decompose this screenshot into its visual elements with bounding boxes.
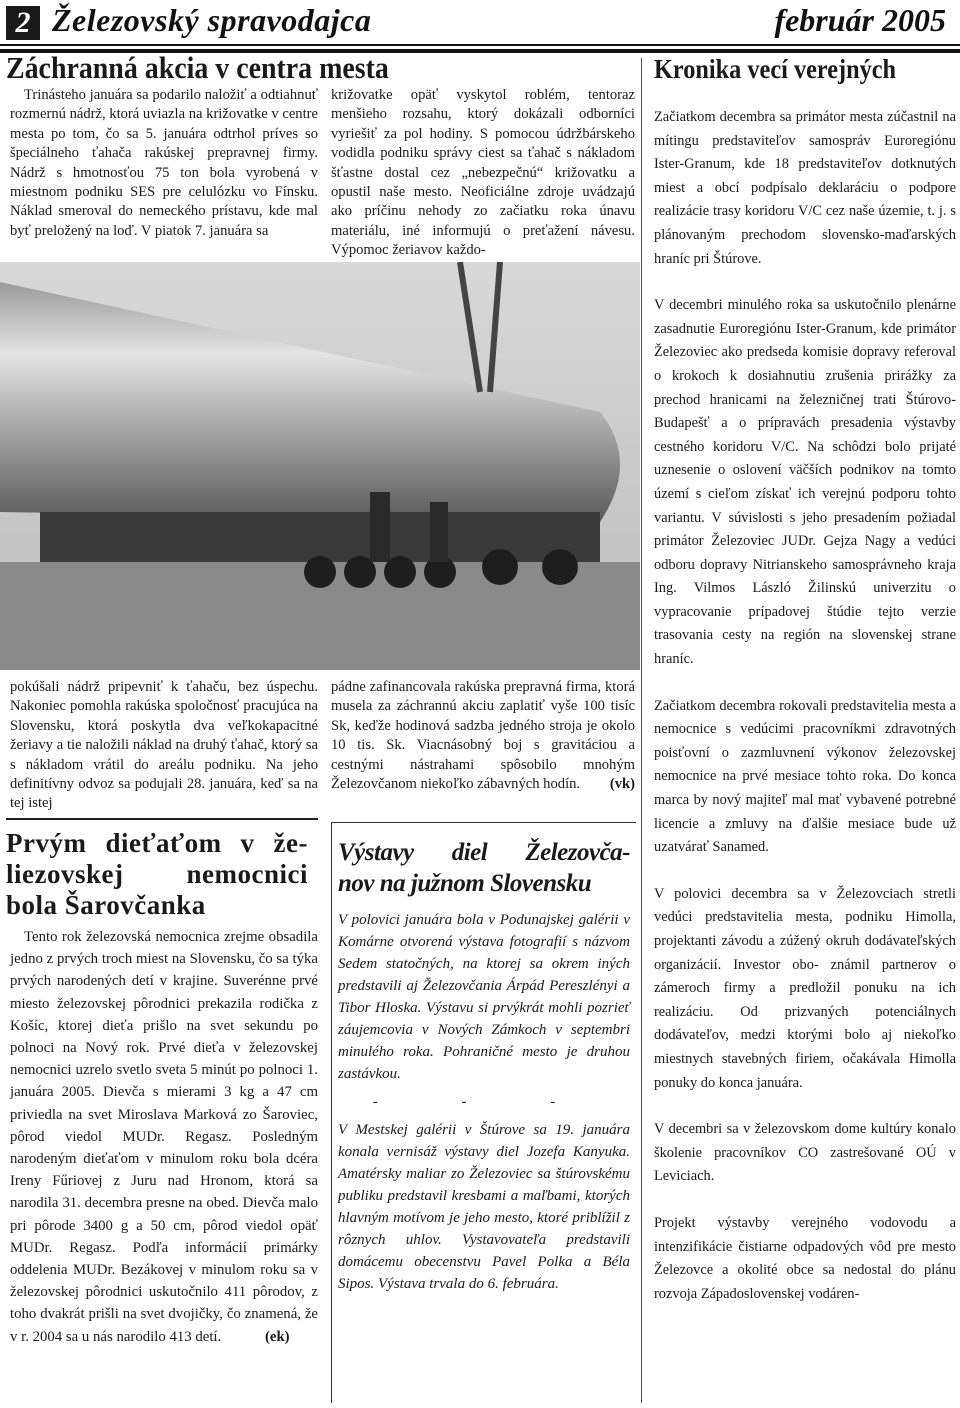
paragraph: Začiatkom decembra rokovali predstavitelia mesta a nemocnice s vedúcimi pracovníkmi zdravotných poisťovní o zazmluvnení výkonov železovskej nemocnice na prvé mesiace tohto roka. Do konca marca by nový majiteľ mal mať vybavené potrebné licencie a zmluvy na ďalšie mesiace bude už uzatvárať Sanamed. bbox=[654, 697, 956, 856]
paragraph: V decembri sa v železovskom dome kultúry konalo školenie pracovníkov CO zastrešované OÚ v Leviciach. bbox=[654, 1121, 956, 1185]
paragraph: pokúšali nádrž pripevniť k ťahaču, bez úspechu. Nakoniec pomohla rakúska spoločnosť pracujúca na Slovensku, ktorá poskytla dva veľkokapacitné žeriavy a tie naložili náklad na druhý ťahač, ktorý sa s nákladom vrátil do areálu podniku. Na jeho definitívny odvoz sa podujali 28. januára, keď sa na tej istej bbox=[10, 679, 318, 812]
title-line: nov na južnom Slovensku bbox=[338, 870, 592, 897]
title-line: Výstavy diel Železovča- bbox=[338, 839, 630, 866]
paragraph: Začiatkom decembra sa primátor mesta zúčastnil na mítingu predstaviteľov samospráv Euroregiónu Ister-Granum, kde 18 predstaviteľov dotknutých miest a obcí podpísalo deklaráciu o podpore realizácie trasy koridoru V/C cez naše územie, t. j. s plánovaným prechodom slovensko-maďarských hraníc pri Štúrove. bbox=[654, 109, 956, 267]
article-text-mid-top bbox=[331, 86, 635, 261]
paragraph: V Mestskej galérii v Štúrove sa 19. januára konala vernisáž výstavy diel Jozefa Kanyuka. Amatérsky maliar zo Železoviec sa štúrovskému publiku predstavil kresbami a maľbami, ktorých hlavným motívom je jeho mesto, ktoré priblížil z rôznych uhlov. Vystavovateľa predstavili domácemu obecenstvu Pavel Polka a Béla Sipos. Výstava trvala do 6. februára. bbox=[338, 1122, 630, 1292]
article-text-left-top bbox=[10, 86, 318, 241]
header-rule bbox=[0, 44, 960, 46]
box-title bbox=[332, 823, 636, 899]
paragraph: Trinásteho januára sa podarilo naložiť a odtiahnuť rozmernú nádrž, ktorá uviazla na križovatke v centre mesta po tom, čo sa 5. januára odtrhol príves so špeciálneho ťahača rakúskej prepravnej firmy. Nádrž s hmotnosťou 75 ton bola vyrobená v miestnom podniku SES pre celulózku vo Fínsku. Náklad smeroval do nemeckého prístavu, kde mal byť preložený na loď. V piatok 7. januára sa bbox=[10, 87, 318, 239]
author-signature: (vk) bbox=[609, 776, 635, 793]
issue-date: február 2005 bbox=[774, 2, 946, 38]
article-text-mid-bottom bbox=[331, 678, 635, 794]
column-divider bbox=[641, 58, 642, 1403]
title-line: liezovskej nemocnici bbox=[6, 859, 308, 889]
paragraph: Tento rok železovská nemocnica zrejme obsadila jedno z prvých troch miest na Slovensku, čo sa týka prvých narodených detí v krajine. Suverénne prvé miesto železovskej pôrodnici prekazila rodička z Košíc, ktorej dieťa prišlo na svet sekundu po polnoci na Nový rok. Prvé dieťa v železovskej nemocnici uzrelo svetlo sveta 5 minút po polnoci 1. januára 2005. Dievča s mierami 3 kg a 47 cm priviedla na svet Miroslava Marková zo Šaroviec, pôrod viedol MUDr. Regasz. Posledným narodeným dieťaťom v minulom roku bola dcéra Ireny Fűriovej z Juru nad Hronom, ktorá sa narodila 31. decembra presne na obed. Dievča malo pri pôrode 3400 g a 50 cm, pôrod viedol opäť MUDr. Regasz. Podľa informácií primárky oddelenia MUDr. Bezákovej v minulom roku sa v železovskej pôrodnici uskutočnilo 411 pôrodov, z toho dvakrát prišli na svet dvojičky, čo znamená, že v r. 2004 sa u nás narodilo 413 detí. bbox=[10, 929, 318, 1345]
page-number: 2 bbox=[6, 6, 40, 40]
kronika-text bbox=[654, 106, 956, 1329]
paragraph: pádne zafinancovala rakúska prepravná firma, ktorá musela za záchrannú akciu zaplatiť vyše 100 tisíc Sk, keďže hodinová sadzba jedného stroja je okolo 10 tis. Sk. Viacnásobný boj s gravitáciou a cestnými nástrahami spôsobilo mnohým Železovčanom niekoľko zábavných hodín. bbox=[331, 679, 635, 793]
article-text bbox=[10, 926, 318, 1348]
paragraph: križovatke opäť vyskytol roblém, tentoraz menšieho rozsahu, ktorý dokázali odborníci vyriešiť za pol hodiny. S pomocou údržbárskeho vodidla podniku správy ciest sa ťahač s nákladom šťastne dostal cez „nebezpečnú“ križovatku a opustil naše mesto. Neoficiálne zdroje uvádzajú ako príčinu nehody zo začiatku roka únavu materiálu, iné informujú o preťažení návesu. Výpomoc žeriavov každo- bbox=[331, 87, 635, 259]
section-rule bbox=[6, 818, 318, 820]
paragraph: V polovici januára bola v Podunajskej galérii v Komárne otvorená výstava fotografií s názvom Sedem statočných, na ktorej sa okrem iných predstavili aj Železovčania Árpád Pereszlényi a Tibor Hloska. Výstavu si prvýkrát mohli pozrieť záujemcovia v Nových Zámkoch v septembri minulého roka. Pohraničné mesto je druhou zastávkou. bbox=[338, 912, 630, 1082]
separator: - - - bbox=[372, 1094, 596, 1110]
exhibitions-box bbox=[331, 822, 636, 1403]
article-title: Záchranná akcia v centra mesta bbox=[6, 50, 389, 85]
paragraph: Projekt výstavby verejného vodovodu a intenzifikácie čistiarne odpadových vôd pre mesto Železovce a okolité obce sa nedostal do plánu rozvoja Západoslovenskej vodáren- bbox=[654, 1214, 956, 1302]
article-text-left-bottom bbox=[10, 678, 318, 814]
article-title bbox=[6, 828, 308, 921]
author-signature: (ek) bbox=[264, 1328, 290, 1345]
paragraph: V polovici decembra sa v Železovciach stretli vedúci predstavitelia mesta, podniku Himolla, projektanti závodu a zúžený okruh dodávateľských organizácií. Investor obo- známil partnerov o zámeroch firmy a predložil ponuku na ich realizáciu. Od prizvaných potenciálnych dodávateľov, medzi ktorými bolo aj niekoľko miestnych stavebných firiem, očakávala Himolla ponuky do konca januára. bbox=[654, 885, 956, 1091]
masthead: Železovský spravodajca bbox=[52, 2, 372, 38]
paragraph: V decembri minulého roka sa uskutočnilo plenárne zasadnutie Euroregiónu Ister-Granum, kde primátor Železoviec ako predseda komisie dopravy referoval o krokoch k dosiahnutiu zrušenia prirážky za prechod hranicami na železničnej trati Štúrovo-Budapešť a o prípravách presadenia výstavby cestného koridoru V/C. Na schôdzi bolo prijaté uznesenie o oslovení väčších podnikov na tomto území s cieľom získať ich verejnú podporu tohto variantu. V súvislosti s jeho presadením požiadal primátor Železoviec JUDr. Gejza Nagy a vedúci odboru dopravy Nitrianskeho samosprávneho kraja Ing. Vilmos László Žilinskú univerzitu o vypracovanie prípadovej štúdie tejto verzie trasovania cesty na región na slovenskej strane hraníc. bbox=[654, 297, 956, 668]
title-line: Prvým dieťaťom v že- bbox=[6, 828, 308, 858]
photo-tank-transport bbox=[0, 262, 640, 670]
section-title: Kronika vecí verejných bbox=[654, 54, 897, 84]
title-line: bola Šarovčanka bbox=[6, 890, 206, 920]
